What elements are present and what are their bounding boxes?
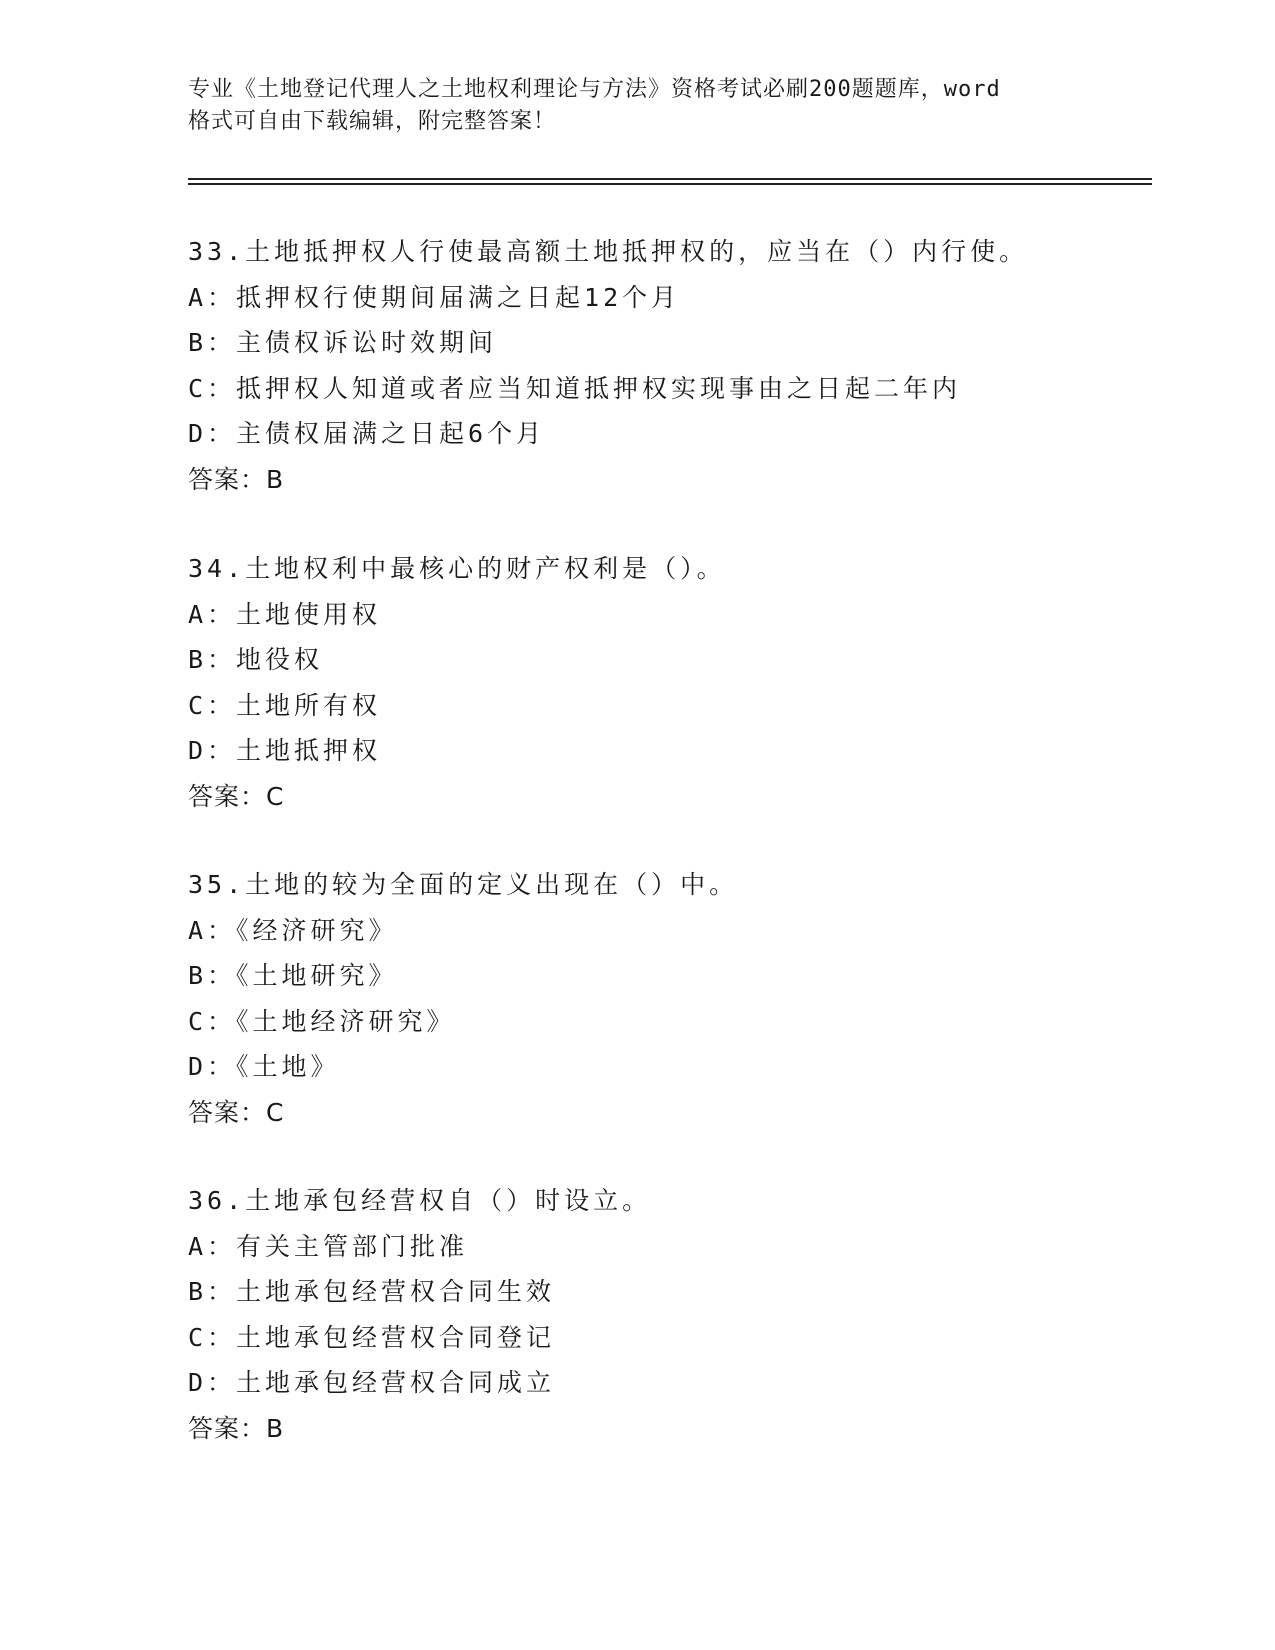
question-36 — [188, 1178, 1148, 1452]
option-b: B：《土地研究》 — [188, 961, 398, 991]
header-line-2: 格式可自由下载编辑，附完整答案！ — [188, 109, 557, 134]
option-b: B：地役权 — [188, 645, 324, 675]
option-a: A：抵押权行使期间届满之日起12个月 — [188, 282, 681, 312]
option-a: A：有关主管部门批准 — [188, 1231, 469, 1261]
option-c: C：《土地经济研究》 — [188, 1006, 456, 1036]
question-stem: 34.土地权利中最核心的财产权利是（）。 — [188, 554, 726, 583]
option-b: B：主债权诉讼时效期间 — [188, 328, 498, 358]
option-d: D：《土地》 — [188, 1052, 340, 1082]
option-d: D：主债权届满之日起6个月 — [188, 419, 546, 449]
header-divider-bottom — [188, 183, 1152, 185]
option-a: A：《经济研究》 — [188, 915, 398, 945]
option-a: A：土地使用权 — [188, 599, 382, 629]
question-34 — [188, 546, 1148, 820]
option-d: D：土地承包经营权合同成立 — [188, 1368, 556, 1398]
option-c: C：土地所有权 — [188, 690, 382, 720]
answer: 答案：B — [188, 464, 285, 494]
header-line-1: 专业《土地登记代理人之土地权利理论与方法》资格考试必刷200题题库，word — [188, 77, 1001, 102]
question-stem: 36.土地承包经营权自（）时设立。 — [188, 1186, 652, 1215]
option-b: B：土地承包经营权合同生效 — [188, 1277, 556, 1307]
question-33 — [188, 229, 1148, 503]
question-stem: 33.土地抵押权人行使最高额土地抵押权的，应当在（）内行使。 — [188, 237, 1029, 266]
option-d: D：土地抵押权 — [188, 736, 382, 766]
question-35 — [188, 862, 1148, 1136]
answer: 答案：C — [188, 781, 285, 811]
option-c: C：抵押权人知道或者应当知道抵押权实现事由之日起二年内 — [188, 373, 962, 403]
answer: 答案：C — [188, 1097, 285, 1127]
question-stem: 35.土地的较为全面的定义出现在（）中。 — [188, 870, 739, 899]
answer: 答案：B — [188, 1413, 285, 1443]
document-header — [188, 74, 1068, 138]
header-divider-top — [188, 178, 1152, 180]
option-c: C：土地承包经营权合同登记 — [188, 1322, 556, 1352]
